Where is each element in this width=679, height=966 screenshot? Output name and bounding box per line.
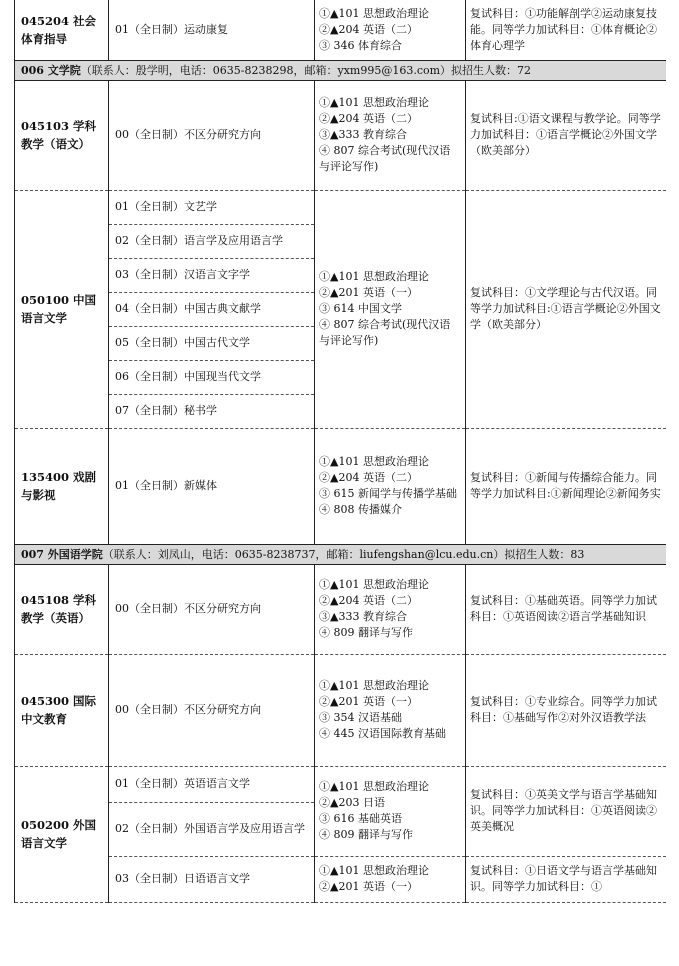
retest-cell: 复试科目：①专业综合。同等学力加试科目：①基础写作②对外汉语教学法 [466,654,667,766]
major-row [15,190,667,224]
exam-item: ②▲204 英语（二） [319,471,418,484]
exam-subjects [315,428,466,544]
exam-item: ④ 808 传播媒介 [319,503,402,516]
exam-item: ①▲101 思想政治理论 [319,96,429,109]
direction-cell: 00（全日制）不区分研究方向 [109,80,315,190]
exam-item: ①▲101 思想政治理论 [319,864,429,877]
major-code: 045204 社会体育指导 [15,0,109,60]
exam-item: ①▲101 思想政治理论 [319,578,429,591]
exam-item: ④ 809 翻译与写作 [319,828,413,841]
major-row [15,564,667,654]
exam-subjects [315,0,466,60]
direction-cell: 04（全日制）中国古典文献学 [109,292,315,326]
exam-subjects [315,80,466,190]
major-code: 050100 中国语言文学 [15,190,109,428]
direction-cell: 06（全日制）中国现当代文学 [109,360,315,394]
exam-item: ③ 346 体育综合 [319,38,402,52]
college-name: 007 外国语学院 [21,547,103,561]
major-row-partial [15,856,667,902]
major-code: 045108 学科教学（英语） [15,564,109,654]
major-row [15,654,667,766]
major-row [15,428,667,544]
admissions-catalog-page [14,0,666,966]
exam-item: ②▲203 日语 [319,796,385,809]
exam-item: ④ 807 综合考试(现代汉语与评论写作) [319,144,451,173]
exam-item: ①▲101 思想政治理论 [319,6,429,20]
major-row [15,766,667,802]
major-code: 135400 戏剧与影视 [15,428,109,544]
direction-cell: 02（全日制）外国语言学及应用语言学 [109,802,315,856]
exam-item: ③▲333 教育综合 [319,128,407,141]
exam-item: ③ 616 基础英语 [319,812,402,825]
exam-item: ③ 354 汉语基础 [319,711,402,724]
college-header [15,544,667,564]
direction-cell: 01（全日制）文艺学 [109,190,315,224]
direction-cell: 03（全日制）日语语言文学 [109,856,315,902]
direction-cell: 01（全日制）运动康复 [109,0,315,60]
exam-item: ④ 445 汉语国际教育基础 [319,727,446,740]
exam-item: ④ 807 综合考试(现代汉语与评论写作) [319,318,451,347]
direction-cell: 03（全日制）汉语言文字学 [109,258,315,292]
college-info: （联系人：刘凤山，电话：0635-8238737，邮箱：liufengshan@lcu.edu.cn）拟招生人数：83 [102,547,585,561]
exam-item: ③▲333 教育综合 [319,610,407,623]
exam-item: ②▲201 英语（一） [319,880,418,893]
direction-cell: 00（全日制）不区分研究方向 [109,654,315,766]
retest-cell: 复试科目：①新闻与传播综合能力。同等学力加试科目:①新闻理论②新闻务实 [466,428,667,544]
major-code: 045103 学科教学（语文） [15,80,109,190]
direction-cell: 07（全日制）秘书学 [109,394,315,428]
exam-subjects [315,654,466,766]
college-header [15,60,667,80]
retest-cell: 复试科目：①日语文学与语言学基础知识。同等学力加试科目：① [466,856,667,902]
direction-cell: 05（全日制）中国古代文学 [109,326,315,360]
college-name: 006 文学院 [21,63,81,77]
exam-subjects [315,190,466,428]
exam-item: ②▲204 英语（二） [319,594,418,607]
direction-cell: 02（全日制）语言学及应用语言学 [109,224,315,258]
retest-cell: 复试科目：①文学理论与古代汉语。同等学力加试科目:①语言学概论②外国文学（欧美部分） [466,190,667,428]
exam-item: ②▲204 英语（二） [319,112,418,125]
direction-cell: 01（全日制）英语语言文学 [109,766,315,802]
retest-cell: 复试科目：①英美文学与语言学基础知识。同等学力加试科目：①英语阅读②英美概况 [466,766,667,856]
exam-subjects [315,564,466,654]
exam-item: ③ 614 中国文学 [319,302,402,315]
direction-cell: 01（全日制）新媒体 [109,428,315,544]
major-row [15,80,667,190]
exam-item: ②▲204 英语（二） [319,22,418,36]
exam-subjects [315,766,466,856]
exam-item: ①▲101 思想政治理论 [319,679,429,692]
exam-item: ①▲101 思想政治理论 [319,780,429,793]
college-info: （联系人：殷学明，电话：0635-8238298，邮箱：yxm995@163.com）拟招生人数：72 [80,63,532,77]
exam-item: ③ 615 新闻学与传播学基础 [319,487,457,500]
exam-subjects [315,856,466,902]
exam-item: ②▲201 英语（一） [319,695,418,708]
exam-item: ①▲101 思想政治理论 [319,270,429,283]
admissions-table [14,0,666,903]
major-code: 045300 国际中文教育 [15,654,109,766]
retest-cell: 复试科目:①语文课程与教学论。同等学力加试科目：①语言学概论②外国文学（欧美部分） [466,80,667,190]
exam-item: ②▲201 英语（一） [319,286,418,299]
major-code: 050200 外国语言文学 [15,766,109,902]
retest-cell: 复试科目：①基础英语。同等学力加试科目：①英语阅读②语言学基础知识 [466,564,667,654]
retest-cell: 复试科目：①功能解剖学②运动康复技能。同等学力加试科目：①体育概论②体育心理学 [466,0,667,60]
major-row [15,0,667,60]
direction-cell: 00（全日制）不区分研究方向 [109,564,315,654]
exam-item: ①▲101 思想政治理论 [319,455,429,468]
exam-item: ④ 809 翻译与写作 [319,626,413,639]
